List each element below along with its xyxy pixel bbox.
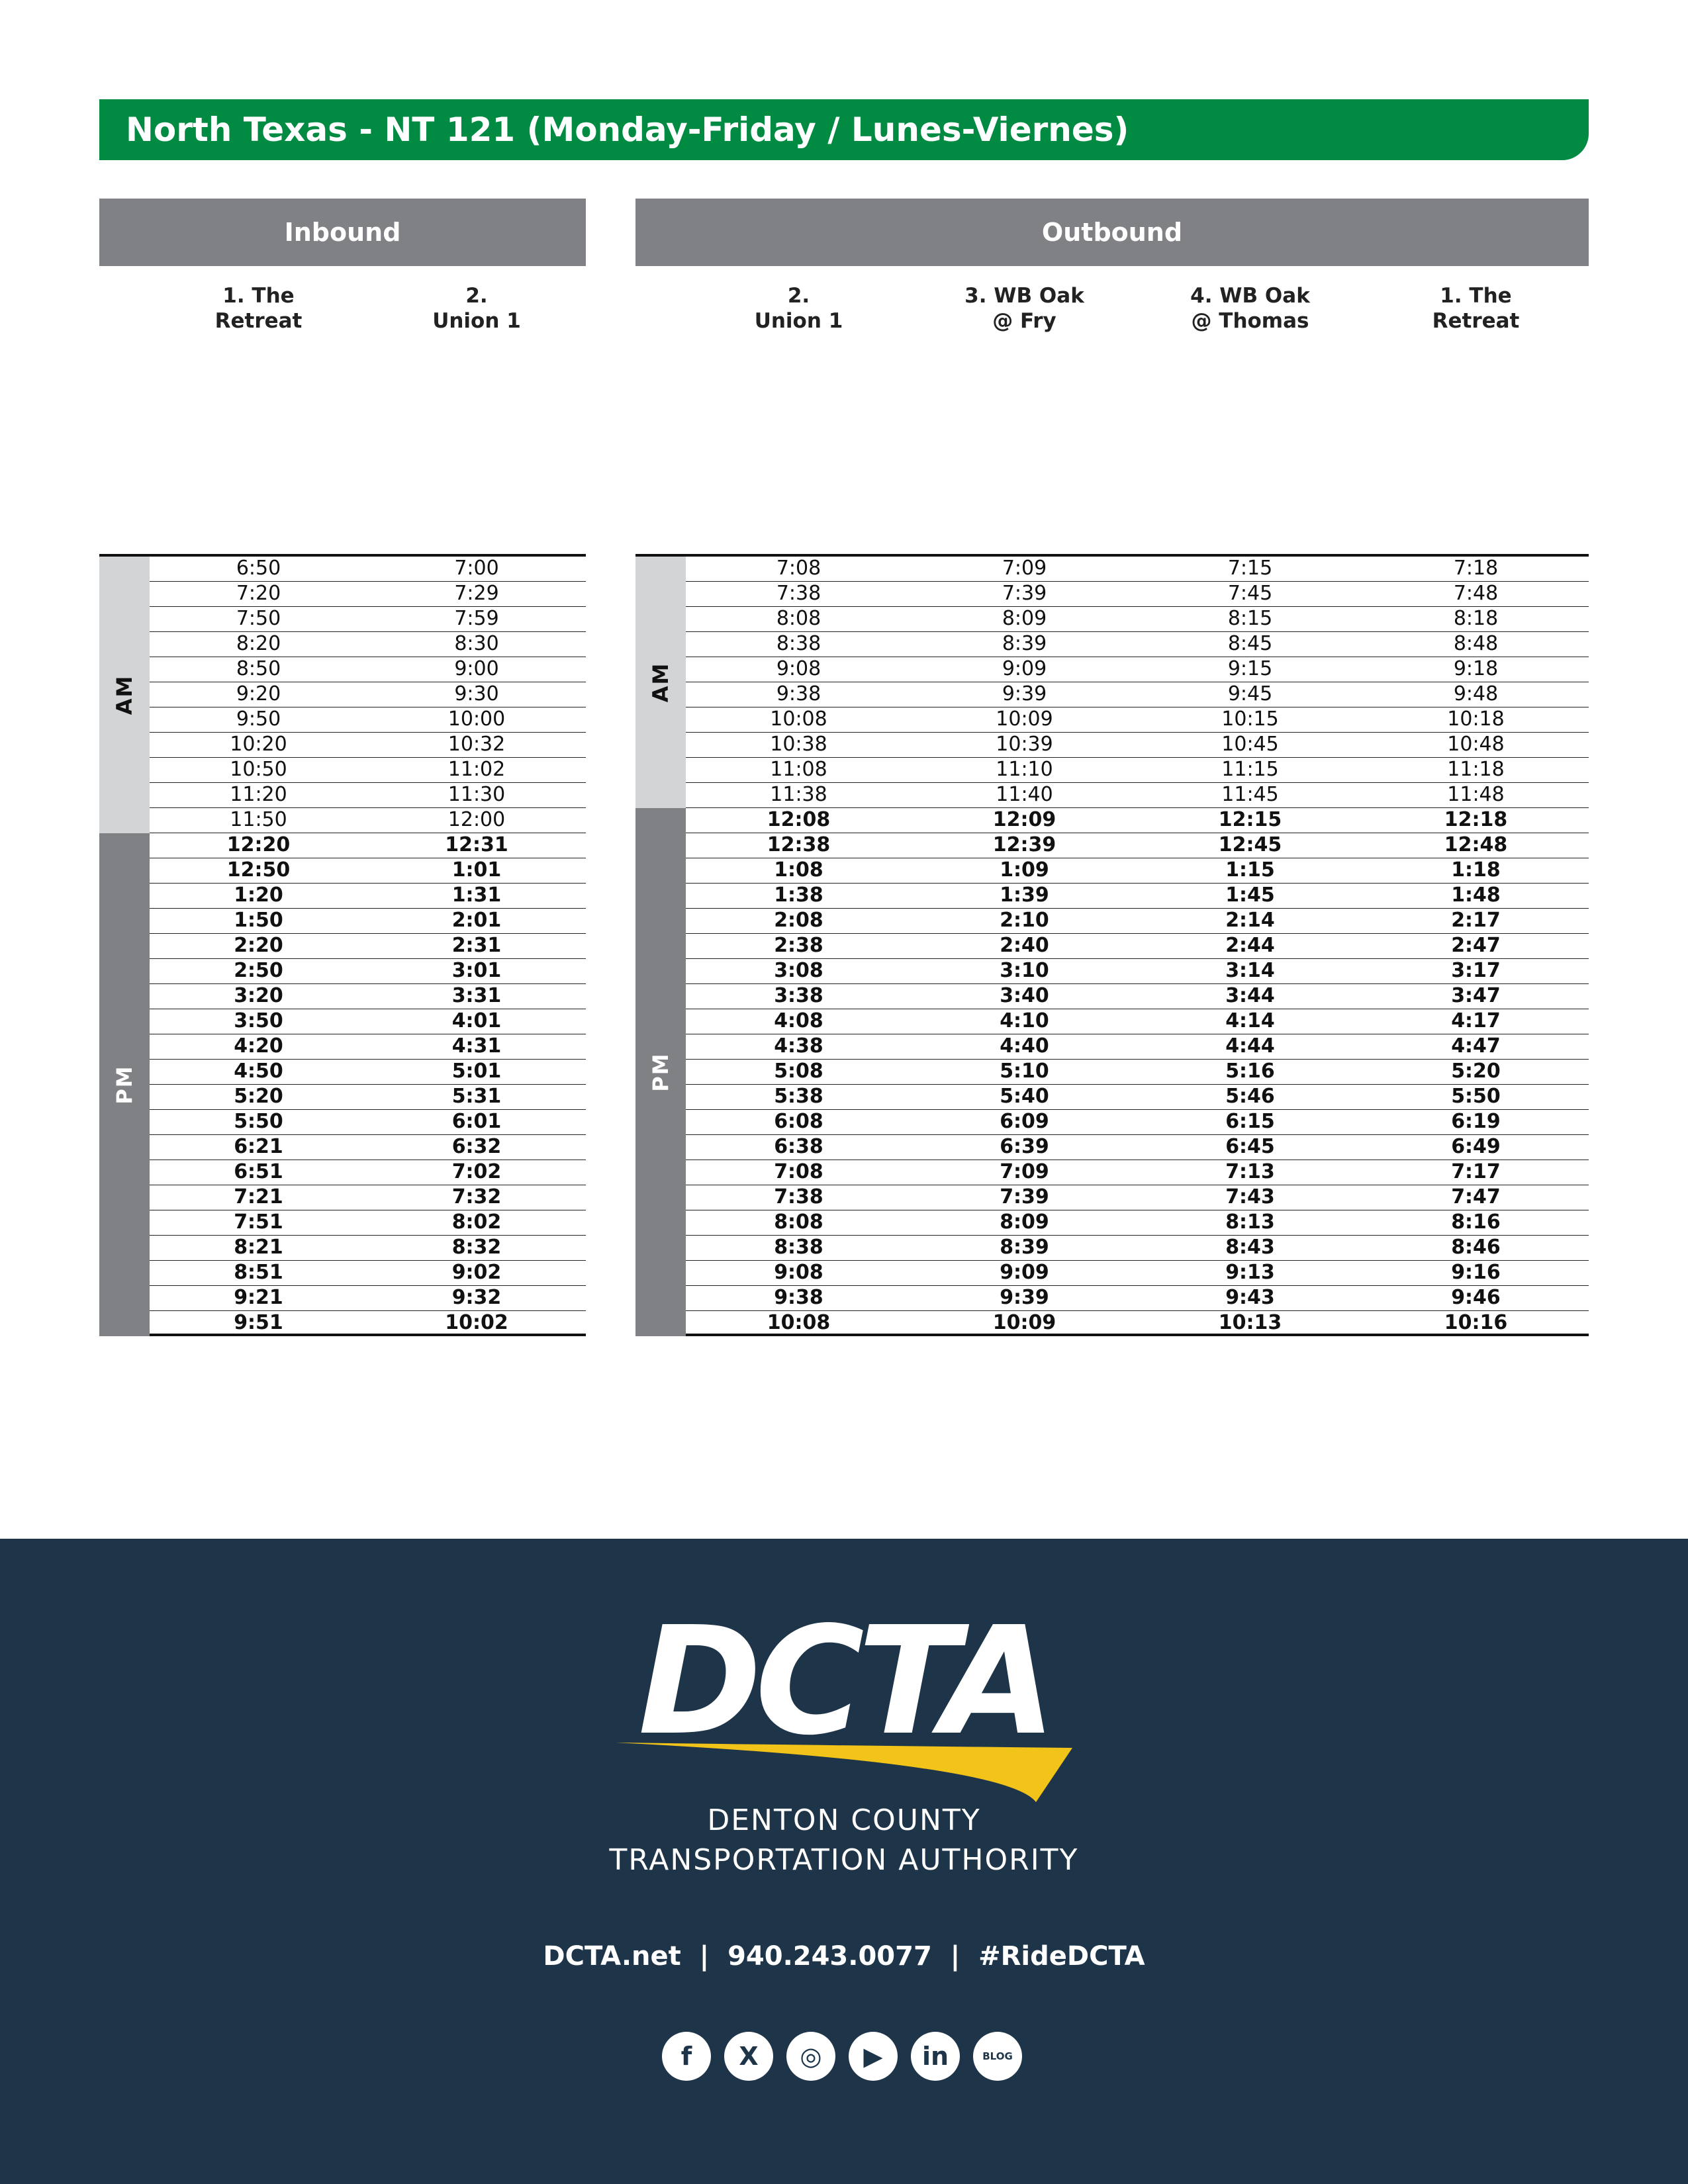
time-cell: 7:59 [454, 607, 499, 630]
table-row [686, 808, 1589, 833]
table-row [150, 1236, 586, 1261]
am-period-label [99, 557, 150, 833]
table-row [150, 557, 586, 582]
time-cell: 8:20 [236, 632, 281, 655]
time-cell: 8:08 [776, 607, 821, 630]
table-row [150, 733, 586, 758]
time-cell: 8:13 [1225, 1210, 1275, 1234]
time-cell: 6:09 [1000, 1110, 1049, 1133]
time-cell: 2:50 [234, 959, 283, 982]
time-cell: 4:01 [451, 1009, 502, 1032]
table-row [686, 1110, 1589, 1135]
column-header-line: Union 1 [754, 309, 843, 333]
pm-period-label [635, 808, 686, 1336]
time-cell: 5:46 [1225, 1085, 1275, 1108]
facebook-icon[interactable]: f [662, 2032, 711, 2081]
pm-period-label [99, 833, 150, 1336]
time-cell: 3:10 [1000, 959, 1049, 982]
table-row [150, 984, 586, 1009]
time-cell: 11:45 [1221, 783, 1279, 806]
time-cell: 3:44 [1225, 984, 1275, 1007]
time-cell: 8:08 [774, 1210, 823, 1234]
dcta-logo [609, 1610, 1079, 1809]
am-period-label [635, 557, 686, 808]
time-cell: 9:43 [1225, 1286, 1275, 1309]
table-row [150, 758, 586, 783]
time-cell: 8:18 [1453, 607, 1499, 630]
time-cell: 2:47 [1451, 934, 1501, 957]
time-cell: 9:09 [1002, 657, 1047, 680]
table-row [150, 1286, 586, 1311]
column-header-line: @ Thomas [1191, 309, 1309, 333]
time-cell: 7:43 [1225, 1185, 1275, 1208]
time-cell: 1:08 [774, 858, 823, 882]
table-row [686, 1311, 1589, 1336]
time-cell: 9:48 [1453, 682, 1499, 705]
time-cell: 3:40 [1000, 984, 1049, 1007]
time-cell: 6:01 [451, 1110, 502, 1133]
time-cell: 11:40 [996, 783, 1053, 806]
table-row [150, 884, 586, 909]
table-row [686, 607, 1589, 632]
table-row [150, 1135, 586, 1160]
table-row [686, 1085, 1589, 1110]
table-row [686, 833, 1589, 858]
org-name-line-2: TRANSPORTATION AUTHORITY [609, 1843, 1079, 1877]
table-row [686, 1210, 1589, 1236]
table-row [150, 1311, 586, 1336]
time-cell: 6:50 [236, 557, 281, 580]
time-cell: 10:00 [447, 707, 506, 731]
table-row [686, 1034, 1589, 1060]
time-cell: 7:38 [776, 582, 821, 605]
time-cell: 2:08 [774, 909, 823, 932]
table-row [686, 783, 1589, 808]
instagram-icon[interactable]: ◎ [786, 2032, 835, 2081]
time-cell: 4:50 [234, 1060, 283, 1083]
table-row [150, 1060, 586, 1085]
time-cell: 8:39 [1002, 632, 1047, 655]
time-cell: 3:01 [451, 959, 502, 982]
time-cell: 4:10 [1000, 1009, 1049, 1032]
time-cell: 6:21 [234, 1135, 283, 1158]
time-cell: 9:08 [774, 1261, 823, 1284]
column-header-line: Union 1 [432, 309, 521, 333]
time-cell: 9:21 [234, 1286, 283, 1309]
org-name-line-1: DENTON COUNTY [707, 1803, 981, 1837]
time-cell: 8:50 [236, 657, 281, 680]
time-cell: 6:51 [234, 1160, 283, 1183]
table-row [150, 607, 586, 632]
time-cell: 7:39 [1000, 1185, 1049, 1208]
table-row [686, 858, 1589, 884]
column-header-line: 4. WB Oak [1190, 284, 1310, 308]
time-cell: 7:48 [1453, 582, 1499, 605]
time-cell: 5:38 [774, 1085, 823, 1108]
table-row [686, 984, 1589, 1009]
time-cell: 10:38 [770, 733, 827, 756]
time-cell: 10:09 [992, 1311, 1056, 1334]
time-cell: 3:31 [451, 984, 502, 1007]
time-cell: 8:09 [1002, 607, 1047, 630]
table-row [150, 632, 586, 657]
time-cell: 9:13 [1225, 1261, 1275, 1284]
time-cell: 2:14 [1225, 909, 1275, 932]
time-cell: 1:38 [774, 884, 823, 907]
time-cell: 8:30 [454, 632, 499, 655]
time-cell: 8:32 [451, 1236, 502, 1259]
time-cell: 8:51 [234, 1261, 283, 1284]
time-cell: 8:16 [1451, 1210, 1501, 1234]
time-cell: 7:29 [454, 582, 499, 605]
column-header-line: 2. [787, 284, 810, 308]
table-row [150, 707, 586, 733]
time-cell: 4:40 [1000, 1034, 1049, 1058]
time-cell: 8:38 [776, 632, 821, 655]
table-row [150, 909, 586, 934]
table-row [686, 1060, 1589, 1085]
time-cell: 5:20 [234, 1085, 283, 1108]
time-cell: 9:20 [236, 682, 281, 705]
time-cell: 12:18 [1444, 808, 1508, 831]
column-header [1137, 283, 1363, 356]
time-cell: 9:08 [776, 657, 821, 680]
table-row [686, 707, 1589, 733]
time-cell: 7:17 [1451, 1160, 1501, 1183]
time-cell: 8:39 [1000, 1236, 1049, 1259]
time-cell: 8:45 [1227, 632, 1273, 655]
time-cell: 12:45 [1218, 833, 1282, 856]
table-row [686, 1160, 1589, 1185]
time-cell: 12:31 [445, 833, 508, 856]
time-cell: 12:00 [447, 808, 506, 831]
time-cell: 5:40 [1000, 1085, 1049, 1108]
table-row [686, 959, 1589, 984]
column-header-line: 2. [465, 284, 488, 308]
table-row [150, 833, 586, 858]
time-cell: 4:47 [1451, 1034, 1501, 1058]
column-header [150, 283, 367, 356]
time-cell: 6:49 [1451, 1135, 1501, 1158]
time-cell: 9:00 [454, 657, 499, 680]
time-cell: 10:08 [770, 707, 827, 731]
time-cell: 12:08 [767, 808, 831, 831]
time-cell: 9:16 [1451, 1261, 1501, 1284]
time-cell: 9:46 [1451, 1286, 1501, 1309]
time-cell: 3:08 [774, 959, 823, 982]
title-bar [99, 99, 1589, 160]
time-cell: 10:09 [996, 707, 1053, 731]
time-cell: 2:40 [1000, 934, 1049, 957]
time-cell: 3:20 [234, 984, 283, 1007]
time-cell: 9:39 [1002, 682, 1047, 705]
time-cell: 3:47 [1451, 984, 1501, 1007]
table-row [686, 682, 1589, 707]
time-cell: 7:09 [1000, 1160, 1049, 1183]
table-row [150, 934, 586, 959]
time-cell: 9:45 [1227, 682, 1273, 705]
time-cell: 4:31 [451, 1034, 502, 1058]
time-cell: 2:20 [234, 934, 283, 957]
column-header [1363, 283, 1589, 356]
time-cell: 4:14 [1225, 1009, 1275, 1032]
time-cell: 7:47 [1451, 1185, 1501, 1208]
time-cell: 6:15 [1225, 1110, 1275, 1133]
time-cell: 2:31 [451, 934, 502, 957]
time-cell: 9:30 [454, 682, 499, 705]
time-cell: 7:08 [776, 557, 821, 580]
time-cell: 4:20 [234, 1034, 283, 1058]
time-cell: 7:13 [1225, 1160, 1275, 1183]
pm-label: PM [112, 1065, 137, 1105]
time-cell: 7:18 [1453, 557, 1499, 580]
time-cell: 7:39 [1002, 582, 1047, 605]
time-cell: 4:08 [774, 1009, 823, 1032]
table-row [150, 1160, 586, 1185]
time-cell: 12:15 [1218, 808, 1282, 831]
time-cell: 10:02 [445, 1311, 508, 1334]
column-header-line: 1. The [1440, 284, 1512, 308]
time-cell: 8:48 [1453, 632, 1499, 655]
time-cell: 10:16 [1444, 1311, 1508, 1334]
time-cell: 7:32 [451, 1185, 502, 1208]
time-cell: 10:08 [767, 1311, 831, 1334]
time-cell: 9:51 [234, 1311, 283, 1334]
time-cell: 10:15 [1221, 707, 1279, 731]
time-cell: 9:39 [1000, 1286, 1049, 1309]
time-cell: 11:08 [770, 758, 827, 781]
time-cell: 5:10 [1000, 1060, 1049, 1083]
time-cell: 7:02 [451, 1160, 502, 1183]
time-cell: 6:32 [451, 1135, 502, 1158]
table-row [150, 582, 586, 607]
time-cell: 3:17 [1451, 959, 1501, 982]
am-label: AM [648, 662, 673, 703]
table-row [686, 1185, 1589, 1210]
time-cell: 1:50 [234, 909, 283, 932]
table-row [150, 1210, 586, 1236]
table-row [686, 758, 1589, 783]
table-row [686, 657, 1589, 682]
table-row [150, 959, 586, 984]
schedule-rows [150, 557, 586, 1336]
time-cell: 8:43 [1225, 1236, 1275, 1259]
time-cell: 3:38 [774, 984, 823, 1007]
time-cell: 8:02 [451, 1210, 502, 1234]
time-cell: 10:20 [230, 733, 287, 756]
table-row [686, 557, 1589, 582]
footer [0, 1539, 1688, 2184]
time-cell: 7:45 [1227, 582, 1273, 605]
time-cell: 8:46 [1451, 1236, 1501, 1259]
time-cell: 7:15 [1227, 557, 1273, 580]
time-cell: 8:15 [1227, 607, 1273, 630]
pm-label: PM [648, 1052, 673, 1092]
time-cell: 1:15 [1225, 858, 1275, 882]
time-cell: 7:08 [774, 1160, 823, 1183]
column-header [686, 283, 912, 356]
outbound-header: Outbound [635, 199, 1589, 266]
time-cell: 5:50 [1451, 1085, 1501, 1108]
time-cell: 9:38 [774, 1286, 823, 1309]
time-cell: 10:32 [447, 733, 506, 756]
logo-text: DCTA [637, 1610, 1051, 1768]
time-cell: 7:09 [1002, 557, 1047, 580]
table-row [150, 808, 586, 833]
column-header [367, 283, 586, 356]
time-cell: 7:50 [236, 607, 281, 630]
time-cell: 10:39 [996, 733, 1053, 756]
time-cell: 10:48 [1447, 733, 1505, 756]
time-cell: 12:48 [1444, 833, 1508, 856]
inbound-header: Inbound [99, 199, 586, 266]
time-cell: 6:45 [1225, 1135, 1275, 1158]
time-cell: 5:16 [1225, 1060, 1275, 1083]
time-cell: 2:38 [774, 934, 823, 957]
time-cell: 7:51 [234, 1210, 283, 1234]
table-row [150, 783, 586, 808]
time-cell: 9:32 [451, 1286, 502, 1309]
table-row [686, 909, 1589, 934]
time-cell: 1:39 [1000, 884, 1049, 907]
time-cell: 7:00 [454, 557, 499, 580]
time-cell: 1:09 [1000, 858, 1049, 882]
table-row [686, 582, 1589, 607]
table-row [686, 1236, 1589, 1261]
table-row [686, 632, 1589, 657]
column-header-line: 1. The [222, 284, 295, 308]
column-header-line: 3. WB Oak [964, 284, 1084, 308]
time-cell: 6:38 [774, 1135, 823, 1158]
time-cell: 12:38 [767, 833, 831, 856]
x-icon[interactable]: X [724, 2032, 773, 2081]
website-link[interactable]: DCTA.net [543, 1941, 681, 1972]
youtube-icon[interactable]: ▶ [849, 2032, 898, 2081]
time-cell: 4:38 [774, 1034, 823, 1058]
hashtag: #RideDCTA [978, 1941, 1145, 1972]
time-cell: 5:50 [234, 1110, 283, 1133]
time-cell: 1:48 [1451, 884, 1501, 907]
time-cell: 6:08 [774, 1110, 823, 1133]
time-cell: 10:18 [1447, 707, 1505, 731]
time-cell: 11:15 [1221, 758, 1279, 781]
time-cell: 2:17 [1451, 909, 1501, 932]
time-cell: 9:38 [776, 682, 821, 705]
time-cell: 8:09 [1000, 1210, 1049, 1234]
phone-number[interactable]: 940.243.0077 [727, 1941, 932, 1972]
time-cell: 7:21 [234, 1185, 283, 1208]
table-row [150, 657, 586, 682]
time-cell: 5:31 [451, 1085, 502, 1108]
time-cell: 6:19 [1451, 1110, 1501, 1133]
table-row [686, 1009, 1589, 1034]
table-row [150, 1261, 586, 1286]
time-cell: 5:20 [1451, 1060, 1501, 1083]
column-header [912, 283, 1137, 356]
table-row [686, 1286, 1589, 1311]
table-row [686, 934, 1589, 959]
time-cell: 1:20 [234, 884, 283, 907]
time-cell: 11:02 [447, 758, 506, 781]
time-cell: 11:20 [230, 783, 287, 806]
time-cell: 10:13 [1218, 1311, 1282, 1334]
time-cell: 11:18 [1447, 758, 1505, 781]
time-cell: 9:15 [1227, 657, 1273, 680]
column-header-line: Retreat [1432, 309, 1520, 333]
table-row [150, 682, 586, 707]
time-cell: 5:01 [451, 1060, 502, 1083]
time-cell: 12:09 [992, 808, 1056, 831]
table-row [686, 733, 1589, 758]
time-cell: 8:21 [234, 1236, 283, 1259]
time-cell: 9:18 [1453, 657, 1499, 680]
time-cell: 1:31 [451, 884, 502, 907]
time-cell: 9:50 [236, 707, 281, 731]
time-cell: 4:17 [1451, 1009, 1501, 1032]
column-header-line: @ Fry [992, 309, 1056, 333]
time-cell: 9:09 [1000, 1261, 1049, 1284]
contact-line: DCTA.net | 940.243.0077 | #RideDCTA [543, 1941, 1145, 1972]
time-cell: 6:39 [1000, 1135, 1049, 1158]
page-title: North Texas - NT 121 (Monday-Friday / Lunes-Viernes) [126, 111, 1129, 149]
time-cell: 9:02 [451, 1261, 502, 1284]
time-cell: 11:30 [447, 783, 506, 806]
table-row [150, 1185, 586, 1210]
column-header-line: Retreat [214, 309, 303, 333]
time-cell: 5:08 [774, 1060, 823, 1083]
blog-icon[interactable]: BLOG [973, 2032, 1022, 2081]
time-cell: 12:50 [226, 858, 291, 882]
time-cell: 1:01 [451, 858, 502, 882]
time-cell: 7:20 [236, 582, 281, 605]
table-row [150, 858, 586, 884]
social-links [662, 2032, 1033, 2085]
time-cell: 2:44 [1225, 934, 1275, 957]
table-row [686, 884, 1589, 909]
table-row [150, 1110, 586, 1135]
time-cell: 11:38 [770, 783, 827, 806]
time-cell: 11:50 [230, 808, 287, 831]
time-cell: 12:39 [992, 833, 1056, 856]
time-cell: 3:14 [1225, 959, 1275, 982]
time-cell: 12:20 [226, 833, 291, 856]
am-label: AM [112, 674, 137, 715]
time-cell: 1:45 [1225, 884, 1275, 907]
table-row [150, 1034, 586, 1060]
table-row [686, 1261, 1589, 1286]
linkedin-icon[interactable]: in [911, 2032, 960, 2081]
time-cell: 11:48 [1447, 783, 1505, 806]
table-row [686, 1135, 1589, 1160]
time-cell: 2:10 [1000, 909, 1049, 932]
time-cell: 1:18 [1451, 858, 1501, 882]
time-cell: 3:50 [234, 1009, 283, 1032]
schedule-rows [686, 557, 1589, 1336]
time-cell: 10:50 [230, 758, 287, 781]
time-cell: 8:38 [774, 1236, 823, 1259]
time-cell: 7:38 [774, 1185, 823, 1208]
time-cell: 2:01 [451, 909, 502, 932]
table-row [150, 1085, 586, 1110]
table-row [150, 1009, 586, 1034]
time-cell: 11:10 [996, 758, 1053, 781]
time-cell: 4:44 [1225, 1034, 1275, 1058]
time-cell: 10:45 [1221, 733, 1279, 756]
